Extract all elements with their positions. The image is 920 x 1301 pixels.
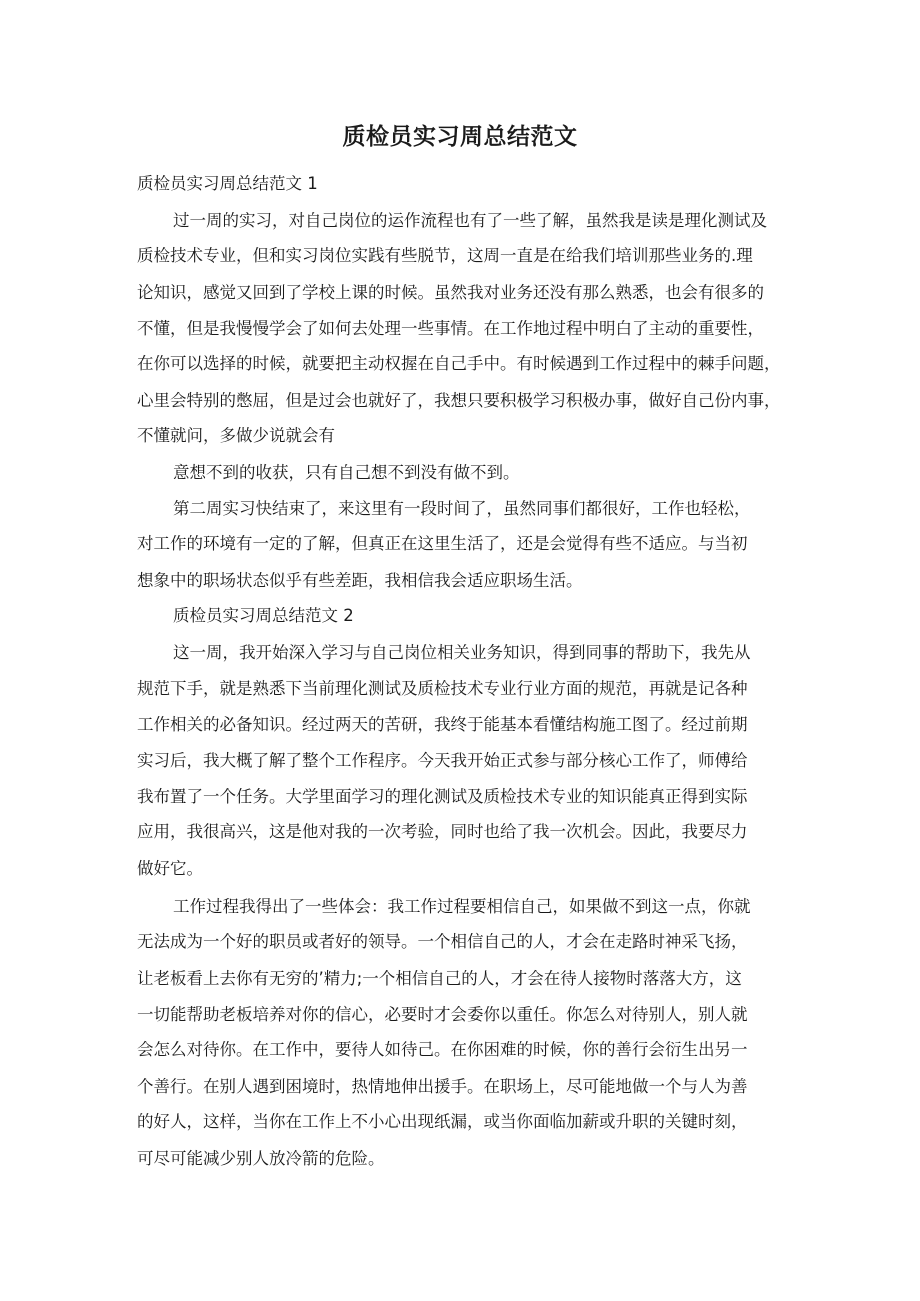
- paragraph-line: 意想不到的收获，只有自己想不到没有做不到。: [173, 463, 520, 482]
- paragraph-line: 对工作的环境有一定的了解，但真正在这里生活了，还是会觉得有些不适应。与当初: [137, 534, 748, 553]
- section-heading-2: 质检员实习周总结范文 2: [173, 606, 354, 625]
- paragraph-line: 不懂，但是我慢慢学会了如何去处理一些事情。在工作地过程中明白了主动的重要性，: [137, 319, 764, 338]
- paragraph-line: 应用，我很高兴，这是他对我的一次考验，同时也给了我一次机会。因此，我要尽力: [137, 822, 748, 841]
- paragraph-line: 想象中的职场状态似乎有些差距，我相信我会适应职场生活。: [137, 571, 583, 590]
- paragraph-line: 个善行。在别人遇到困境时，热情地伸出援手。在职场上，尽可能地做一个与人为善: [137, 1077, 748, 1096]
- document-title: 质检员实习周总结范文: [342, 124, 578, 150]
- paragraph-line: 心里会特别的憋屈，但是过会也就好了，我想只要积极学习积极办事，做好自己份内事，: [137, 391, 781, 410]
- paragraph-line: 无法成为一个好的职员或者好的领导。一个相信自己的人，才会在走路时神采飞扬，: [137, 932, 748, 951]
- paragraph-line: 这一周，我开始深入学习与自己岗位相关业务知识，得到同事的帮助下，我先从: [173, 643, 751, 662]
- paragraph-line: 论知识，感觉又回到了学校上课的时候。虽然我对业务还没有那么熟悉，也会有很多的: [137, 283, 764, 302]
- paragraph-line: 可尽可能减少别人放冷箭的危险。: [137, 1149, 385, 1168]
- paragraph-line: 在你可以选择的时候，就要把主动权握在自己手中。有时候遇到工作过程中的棘手问题，: [137, 354, 781, 373]
- paragraph-line: 工作过程我得出了一些体会：我工作过程要相信自己，如果做不到这一点，你就: [173, 897, 751, 916]
- paragraph-line: 一切能帮助老板培养对你的信心，必要时才会委你以重任。你怎么对待别人，别人就: [137, 1005, 748, 1024]
- paragraph-line: 过一周的实习，对自己岗位的运作流程也有了一些了解，虽然我是读是理化测试及: [173, 211, 767, 230]
- paragraph-line: 不懂就问，多做少说就会有: [137, 426, 335, 445]
- paragraph-line: 工作相关的必备知识。经过两天的苦研，我终于能基本看懂结构施工图了。经过前期: [137, 715, 748, 734]
- paragraph-line: 做好它。: [137, 859, 203, 878]
- paragraph-line: 会怎么对待你。在工作中，要待人如待己。在你困难的时候，你的善行会衍生出另一: [137, 1040, 748, 1059]
- paragraph-line: 质检技术专业，但和实习岗位实践有些脱节，这周一直是在给我们培训那些业务的.理: [137, 246, 753, 265]
- paragraph-line: 我布置了一个任务。大学里面学习的理化测试及质检技术专业的知识能真正得到实际: [137, 787, 748, 806]
- paragraph-line: 规范下手，就是熟悉下当前理化测试及质检技术专业行业方面的规范，再就是记各种: [137, 679, 748, 698]
- paragraph-line: 让老板看上去你有无穷的’精力;一个相信自己的人，才会在待人接物时落落大方，这: [137, 969, 742, 988]
- paragraph-line: 第二周实习快结束了，来这里有一段时间了，虽然同事们都很好，工作也轻松，: [173, 499, 751, 518]
- section-heading-1: 质检员实习周总结范文 1: [137, 174, 318, 193]
- paragraph-line: 实习后，我大概了解了整个工作程序。今天我开始正式参与部分核心工作了，师傅给: [137, 751, 748, 770]
- paragraph-line: 的好人，这样，当你在工作上不小心出现纸漏，或当你面临加薪或升职的关键时刻，: [137, 1112, 748, 1131]
